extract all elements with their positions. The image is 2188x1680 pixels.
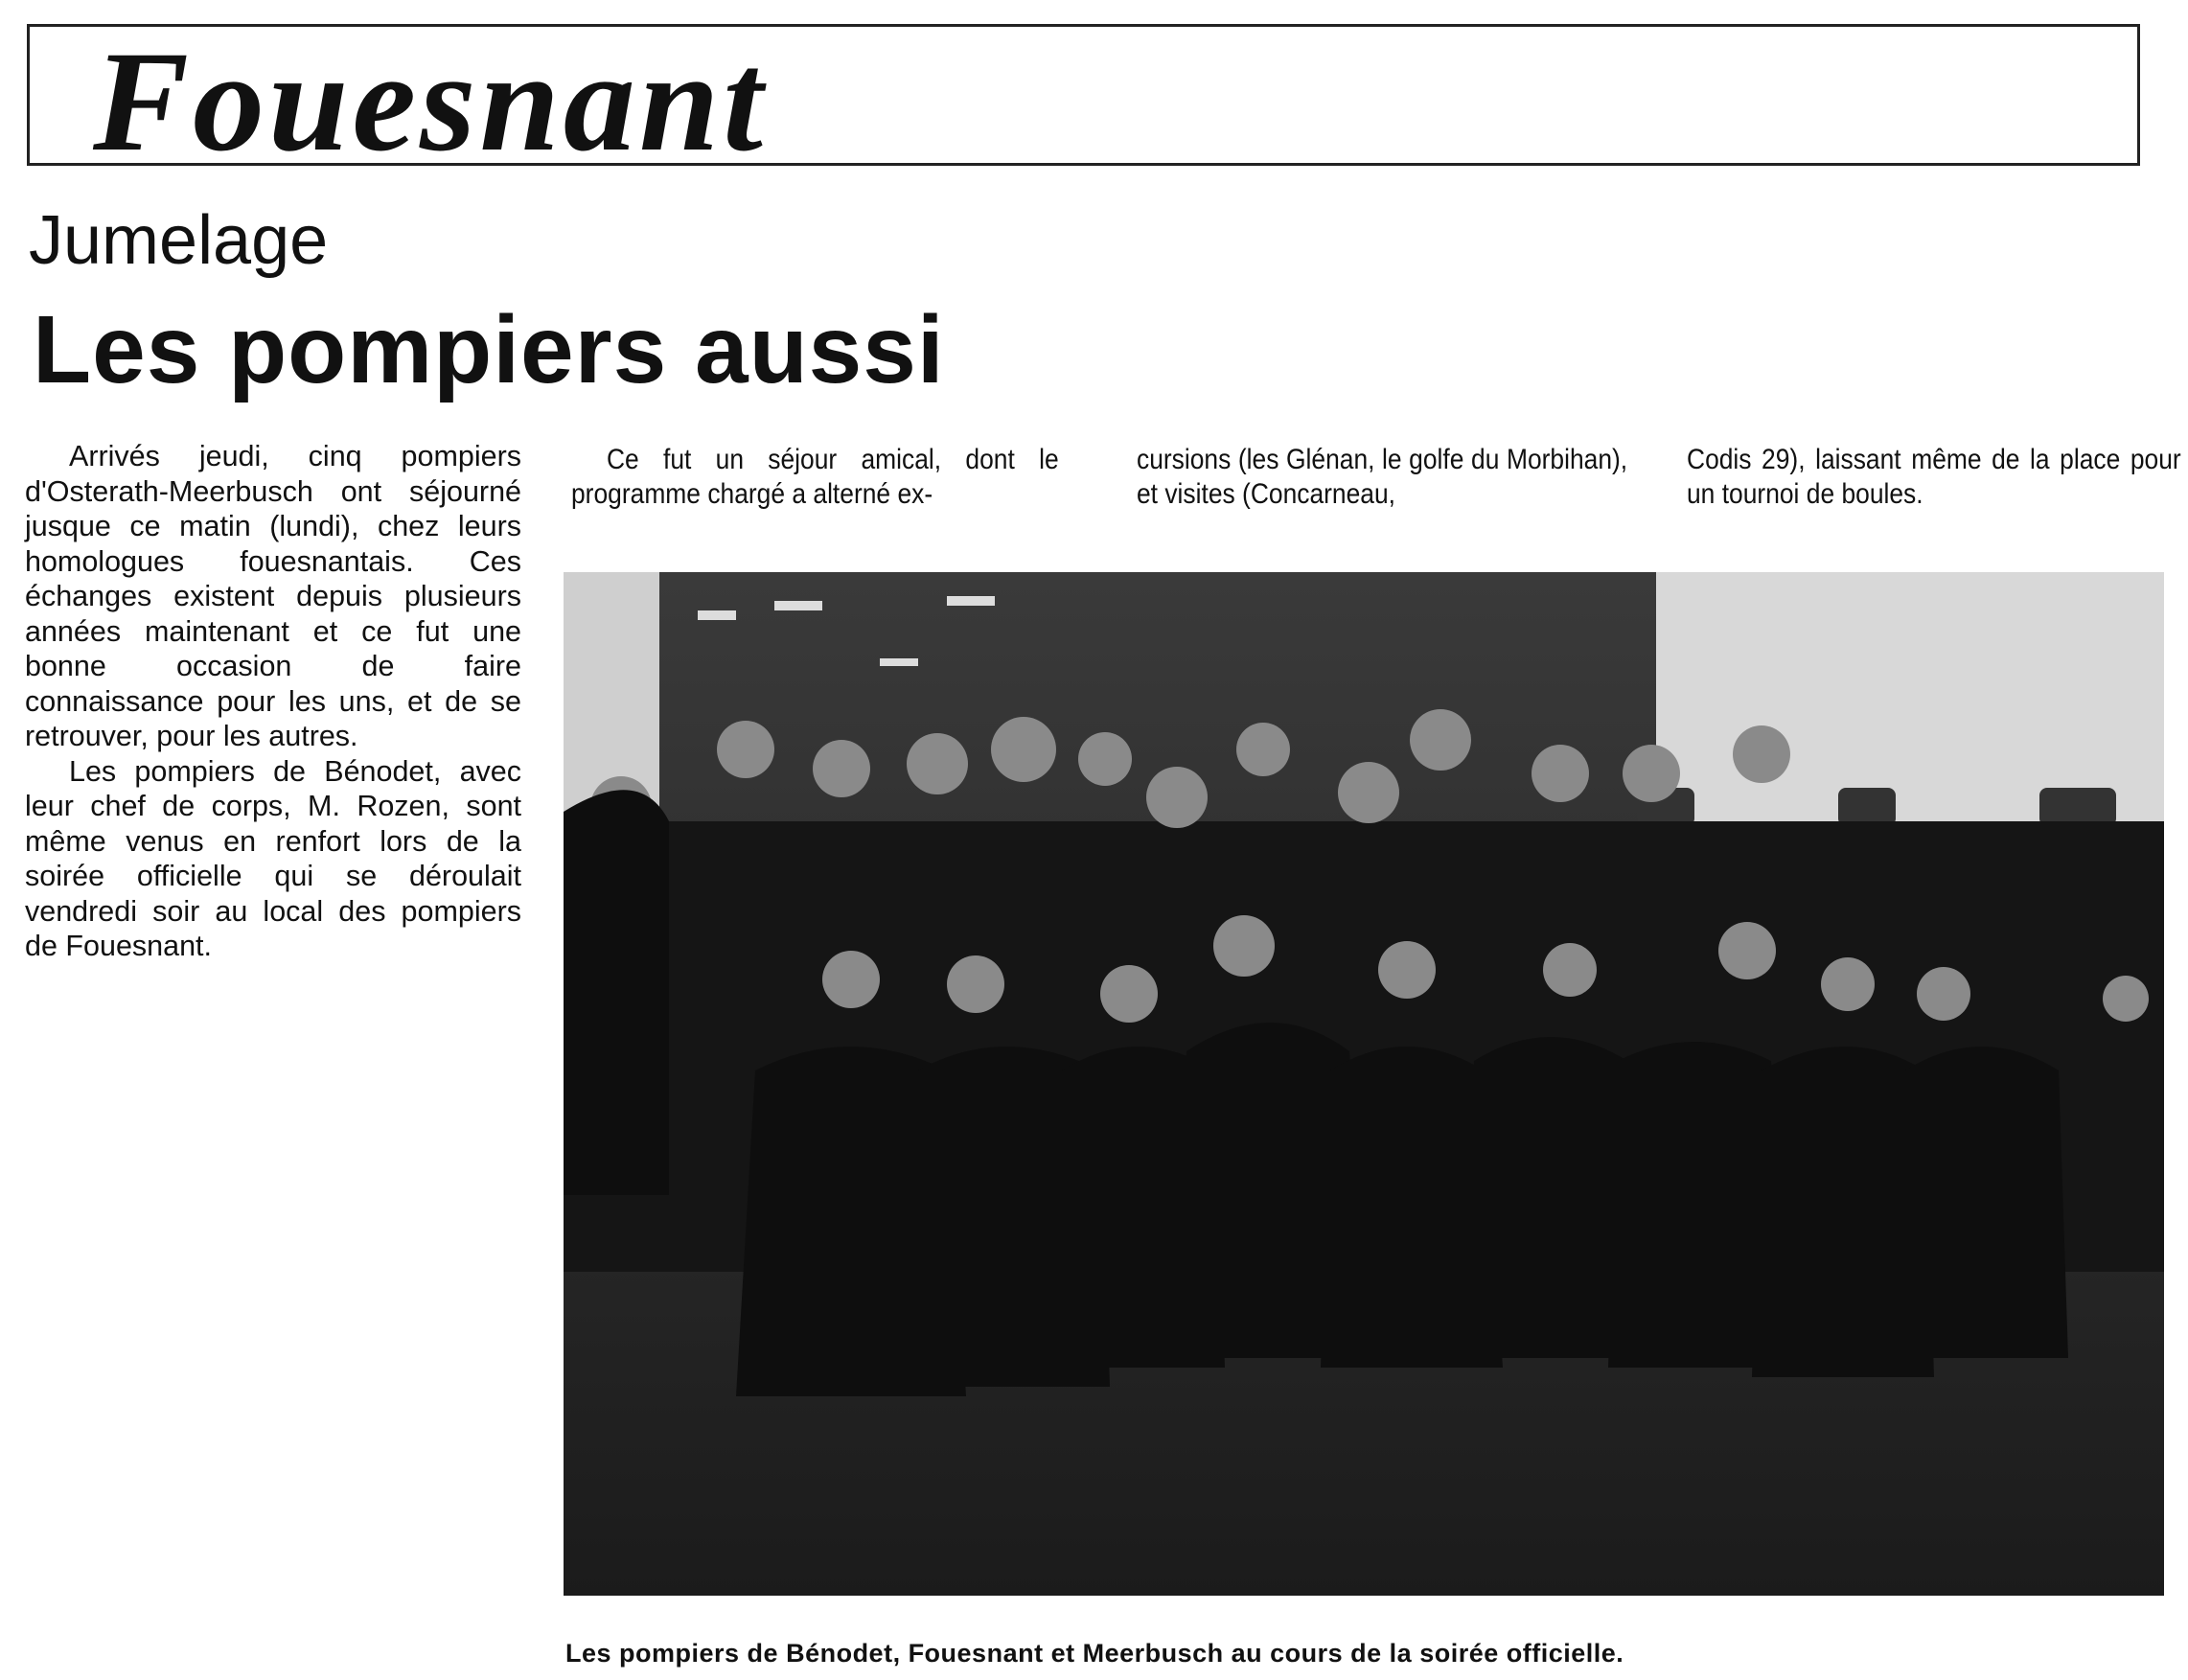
section-title: Fouesnant xyxy=(93,22,767,181)
paragraph: Arrivés jeudi, cinq pompiers d'Osterath-Meerbusch ont séjourné jusque ce matin (lundi), chez leurs homologues fouesnantais. Ces échanges existent depuis plusieurs années maintenant et ce fut une bonne occasion de faire connaissance pour les uns, et de se retrouver, pour les autres. xyxy=(25,440,521,752)
article-headline: Les pompiers aussi xyxy=(33,296,945,403)
article-column-2: Ce fut un séjour amical, dont le programme chargé a alterné ex- xyxy=(571,444,1059,510)
group-photo-firefighters xyxy=(564,572,2164,1596)
article-column-3: cursions (les Glénan, le golfe du Morbihan), et visites (Concarneau, xyxy=(1137,444,1628,510)
photo-caption: Les pompiers de Bénodet, Fouesnant et Meerbusch au cours de la soirée officielle. xyxy=(565,1639,1624,1668)
article-column-1 xyxy=(25,439,521,964)
paragraph: Les pompiers de Bénodet, avec leur chef de corps, M. Rozen, sont même venus en renfort lors de la soirée officielle qui se déroulait vendredi soir au local des pompiers de Fouesnant. xyxy=(25,754,521,962)
newspaper-section-masthead xyxy=(27,22,2140,181)
article-kicker: Jumelage xyxy=(29,202,329,279)
article-column-4: Codis 29), laissant même de la place pour un tournoi de boules. xyxy=(1687,444,2181,510)
photo-illustration xyxy=(564,572,2164,1596)
